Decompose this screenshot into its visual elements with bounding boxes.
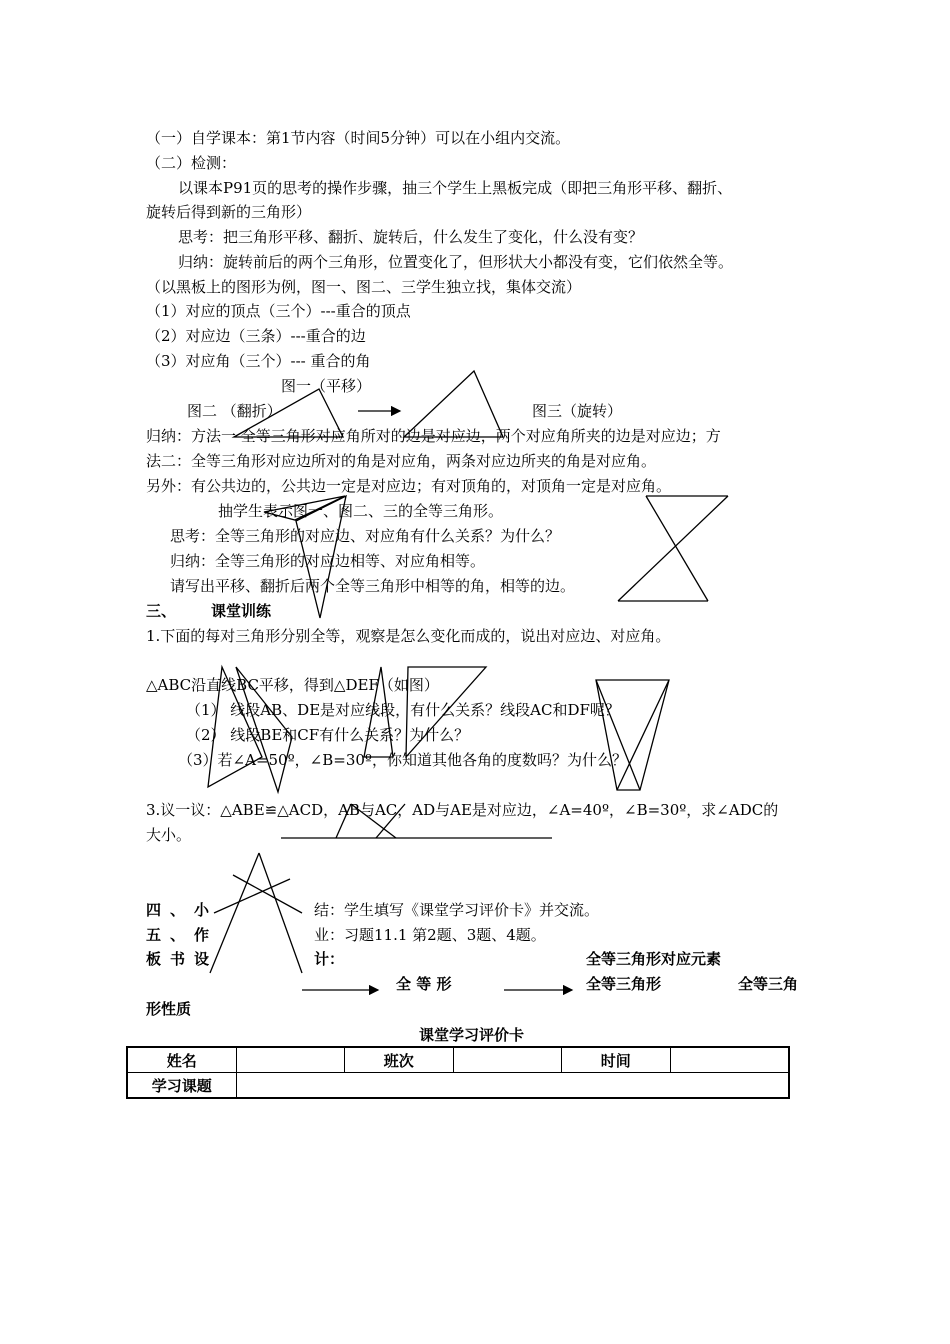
evaluation-card-table: [126, 1046, 790, 1099]
board-congruent-triangle: 全等三角形: [586, 975, 662, 993]
line-sides: （2）对应边（三条）---重合的边: [146, 327, 366, 345]
class-label: 班次: [345, 1047, 454, 1073]
line-method-2: 法二：全等三角形对应边所对的角是对应角，两条对应边所夹的角是对应角。: [146, 452, 657, 470]
figure-label-3: 图三（旋转）: [532, 402, 623, 420]
section-3-number: 三、: [146, 602, 177, 620]
board-congruent-shape: 全 等 形: [396, 975, 452, 993]
time-label: 时间: [562, 1047, 671, 1073]
line-summary-2: 归纳：全等三角形的对应边相等、对应角相等。: [170, 552, 486, 570]
line-check: （二）检测：: [146, 154, 237, 172]
board-heading-cont: 计：: [314, 950, 345, 968]
section-4-text: 结：学生填写《课堂学习评价卡》并交流。: [314, 901, 600, 919]
parallelogram: [596, 680, 669, 790]
board-elements: 全等三角形对应元素: [586, 950, 722, 968]
evaluation-card-title: 课堂学习评价卡: [419, 1026, 525, 1044]
line-example: （以黑板上的图形为例，图一、图二、三学生独立找，集体交流）: [146, 278, 582, 296]
line-summary: 归纳：旋转前后的两个三角形，位置变化了，但形状大小都没有变，它们依然全等。: [178, 253, 734, 271]
section-5-heading: 五、作: [146, 926, 219, 944]
class-cell[interactable]: [453, 1047, 561, 1073]
line-represent: 抽学生表示图一、图二、三的全等三角形。: [218, 502, 504, 520]
board-triangle-property: 全等三角: [738, 975, 799, 993]
question-3: 3.议一议：△ABE≌△ACD，AB与AC，AD与AE是对应边，∠A=40º，∠B=30º，求∠ADC的: [146, 801, 779, 819]
name-cell[interactable]: [236, 1047, 344, 1073]
line-vertices: （1）对应的顶点（三个）---重合的顶点: [146, 302, 411, 320]
question-2: △ABC沿直线BC平移，得到△DEF（如图）: [146, 676, 439, 694]
line-think: 思考：把三角形平移、翻折、旋转后，什么发生了变化，什么没有变？: [178, 228, 644, 246]
section-5-text: 业：习题11.1 第2题、3题、4题。: [314, 926, 546, 944]
line-self-study: （一）自学课本：第1节内容（时间5分钟）可以在小组内交流。: [146, 129, 571, 147]
line-operation-cont: 旋转后得到新的三角形）: [146, 203, 312, 221]
summary-line-4: [214, 879, 290, 913]
topic-label: 学习课题: [127, 1073, 236, 1099]
line-additional: 另外：有公共边的，公共边一定是对应边；有对顶角的，对顶角一定是对应角。: [146, 477, 672, 495]
board-heading: 板书设: [146, 950, 219, 968]
summary-line-2: [259, 853, 302, 973]
summary-line-3: [233, 875, 302, 913]
question-2-part-2: （2） 线段BE和CF有什么关系？为什么？: [186, 726, 470, 744]
name-label: 姓名: [127, 1047, 236, 1073]
question-2-part-3: （3）若∠A=50º，∠B=30º，你知道其他各角的度数吗？为什么？: [178, 751, 627, 769]
figure-label-2: 图二 （翻折）: [187, 402, 282, 420]
topic-cell[interactable]: [236, 1073, 789, 1099]
question-1: 1.下面的每对三角形分别全等，观察是怎么变化而成的，说出对应边、对应角。: [146, 627, 671, 645]
question-2-part-1: （1） 线段AB、DE是对应线段，有什么关系？线段AC和DF呢？: [186, 701, 620, 719]
rotation-diagonal-2: [618, 496, 728, 601]
parallelogram-diagonal: [596, 680, 640, 790]
parallelogram-diagonal-2: [617, 680, 669, 790]
line-write-out: 请写出平移、翻折后两个全等三角形中相等的角，相等的边。: [170, 577, 576, 595]
line-angles: （3）对应角（三个）--- 重合的角: [146, 352, 371, 370]
section-4-heading: 四、小: [146, 901, 219, 919]
section-3-title: 课堂训练: [211, 602, 272, 620]
line-method-1: 归纳：方法一 全等三角形对应角所对的边是对应边，两个对应角所夹的边是对应边；方: [146, 427, 721, 445]
line-think-2: 思考：全等三角形的对应边、对应角有什么关系？为什么？: [170, 527, 561, 545]
question-3-cont: 大小。: [146, 826, 192, 844]
rotation-diagonal-1: [646, 496, 708, 601]
figure-label-1: 图一（平移）: [281, 377, 372, 395]
line-operation: 以课本P91页的思考的操作步骤，抽三个学生上黑板完成（即把三角形平移、翻折、: [178, 179, 733, 197]
time-cell[interactable]: [670, 1047, 789, 1073]
board-property-cont: 形性质: [146, 1000, 192, 1018]
